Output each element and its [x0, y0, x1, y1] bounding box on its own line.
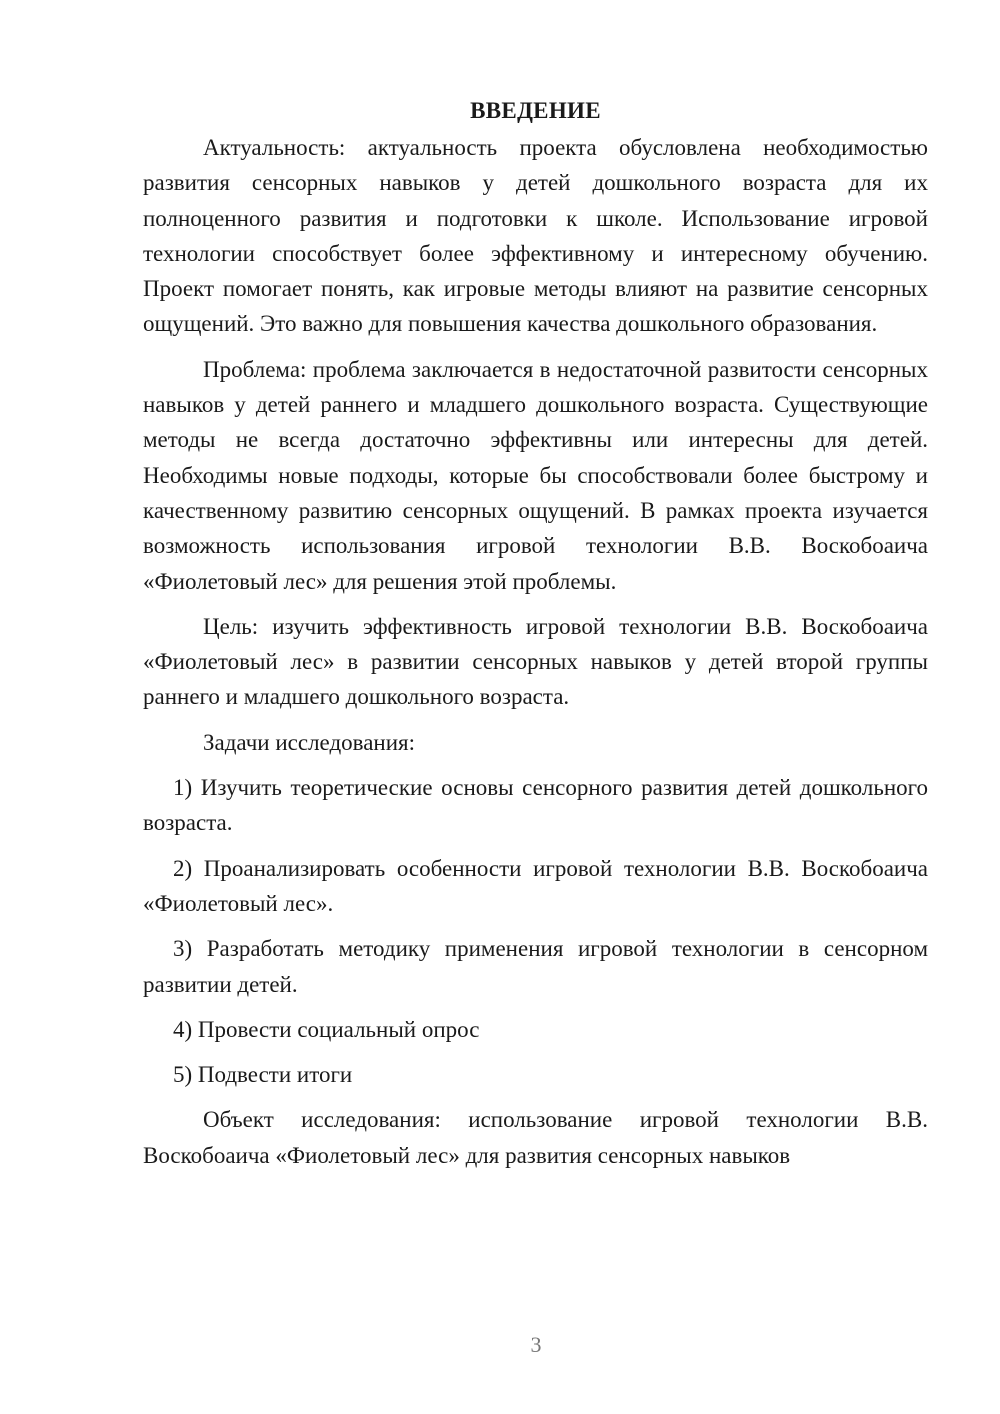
task-item-1: 1) Изучить теоретические основы сенсорного развития детей дошкольного возраста. — [143, 775, 928, 836]
task-item-2: 2) Проанализировать особенности игровой технологии В.В. Воскобоаича «Фиолетовый лес». — [143, 855, 928, 916]
page-number: 3 — [530, 1332, 542, 1357]
task-item-3: 3) Разработать методику применения игровой технологии в сенсорном развитии детей. — [143, 936, 928, 997]
paragraph-problem: Проблема: проблема заключается в недостаточной развитости сенсорных навыков у детей раннего и младшего дошкольного возраста. Существующие методы не всегда достаточно эффективны или интересны для детей. Необходимы новые подходы, которые бы способствовали более быстрому и качественному развитию сенсорных ощущений. В рамках проекта изучается возможность использования игровой технологии В.В. Воскобоаича «Фиолетовый лес» для решения этой проблемы. — [143, 356, 928, 594]
task-item-5: 5) Подвести итоги — [173, 1062, 353, 1088]
paragraph-relevance: Актуальность: актуальность проекта обусловлена необходимостью развития сенсорных навыков у детей дошкольного возраста для их полноценного развития и подготовки к школе. Использование игровой технологии способствует более эффективному и интересному обучению. Проект помогает понять, как игровые методы влияют на развитие сенсорных ощущений. Это важно для повышения качества дошкольного образования. — [143, 135, 928, 337]
paragraph-goal: Цель: изучить эффективность игровой технологии В.В. Воскобоаича «Фиолетовый лес» в развитии сенсорных навыков у детей второй группы раннего и младшего дошкольного возраста. — [143, 613, 928, 710]
page-title: ВВЕДЕНИЕ — [470, 98, 601, 123]
tasks-heading: Задачи исследования: — [203, 729, 416, 755]
paragraph-object: Объект исследования: использование игровой технологии В.В. Воскобоаича «Фиолетовый лес» для развития сенсорных навыков — [143, 1107, 928, 1168]
document-page — [143, 93, 928, 1183]
task-item-4: 4) Провести социальный опрос — [173, 1016, 480, 1042]
